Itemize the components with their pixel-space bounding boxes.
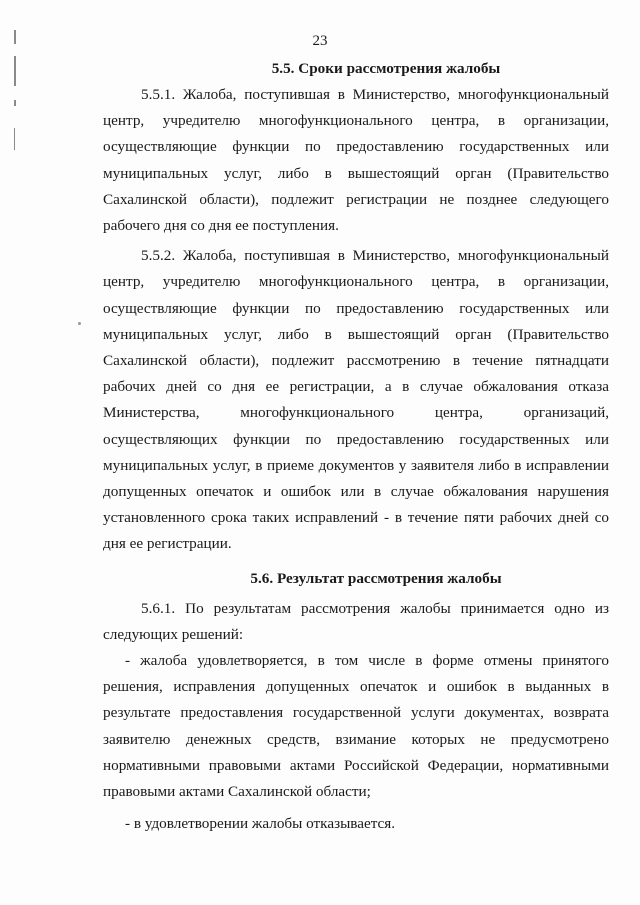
list-item: - в удовлетворении жалобы отказывается.	[125, 815, 396, 833]
list-item: - жалоба удовлетворяется, в том числе в форме отмены принятого решения, исправления допущенных опечаток и ошибок в выданных в результате предоставления государственной услуги документах, возврата заявителю денежных средств, взимание которых не предусмотрено нормативными правовыми актами Российской Федерации, нормативными правовыми актами Сахалинской области;	[103, 652, 609, 801]
paragraph: 5.6.1. По результатам рассмотрения жалобы принимается одно из следующих решений:	[103, 599, 609, 643]
page-number: 23	[312, 33, 328, 49]
scan-artifact	[78, 322, 81, 325]
document-body	[103, 56, 609, 837]
section-heading: 5.6. Результат рассмотрения жалобы	[250, 569, 502, 587]
scan-artifact	[14, 56, 16, 86]
paragraph: 5.5.1. Жалоба, поступившая в Министерство, многофункциональный центр, учредителю многофункционального центра, в организации, осуществляющие функции по предоставлению государственных или муниципальных услуг, либо в вышестоящий орган (Правительство Сахалинской области), подлежит регистрации не позднее следующего рабочего дня со дня ее поступления.	[103, 86, 609, 235]
paragraph: 5.5.2. Жалоба, поступившая в Министерство, многофункциональный центр, учредителю многофункционального центра, в организации, осуществляющие функции по предоставлению государственных или муниципальных услуг, либо в вышестоящий орган (Правительство Сахалинской области), подлежит рассмотрению в течение пятнадцати рабочих дней со дня ее регистрации, а в случае обжалования отказа Министерства, многофункционального центра, организаций, осуществляющих функции по предоставлению государственных или муниципальных услуг, в приеме документов у заявителя либо в исправлении допущенных опечаток и ошибок или в случае обжалования нарушения установленного срока таких исправлений - в течение пяти рабочих дней со дня ее регистрации.	[103, 247, 609, 553]
scan-artifact	[14, 100, 16, 106]
scan-artifact	[14, 128, 15, 150]
section-heading: 5.5. Сроки рассмотрения жалобы	[271, 60, 501, 77]
